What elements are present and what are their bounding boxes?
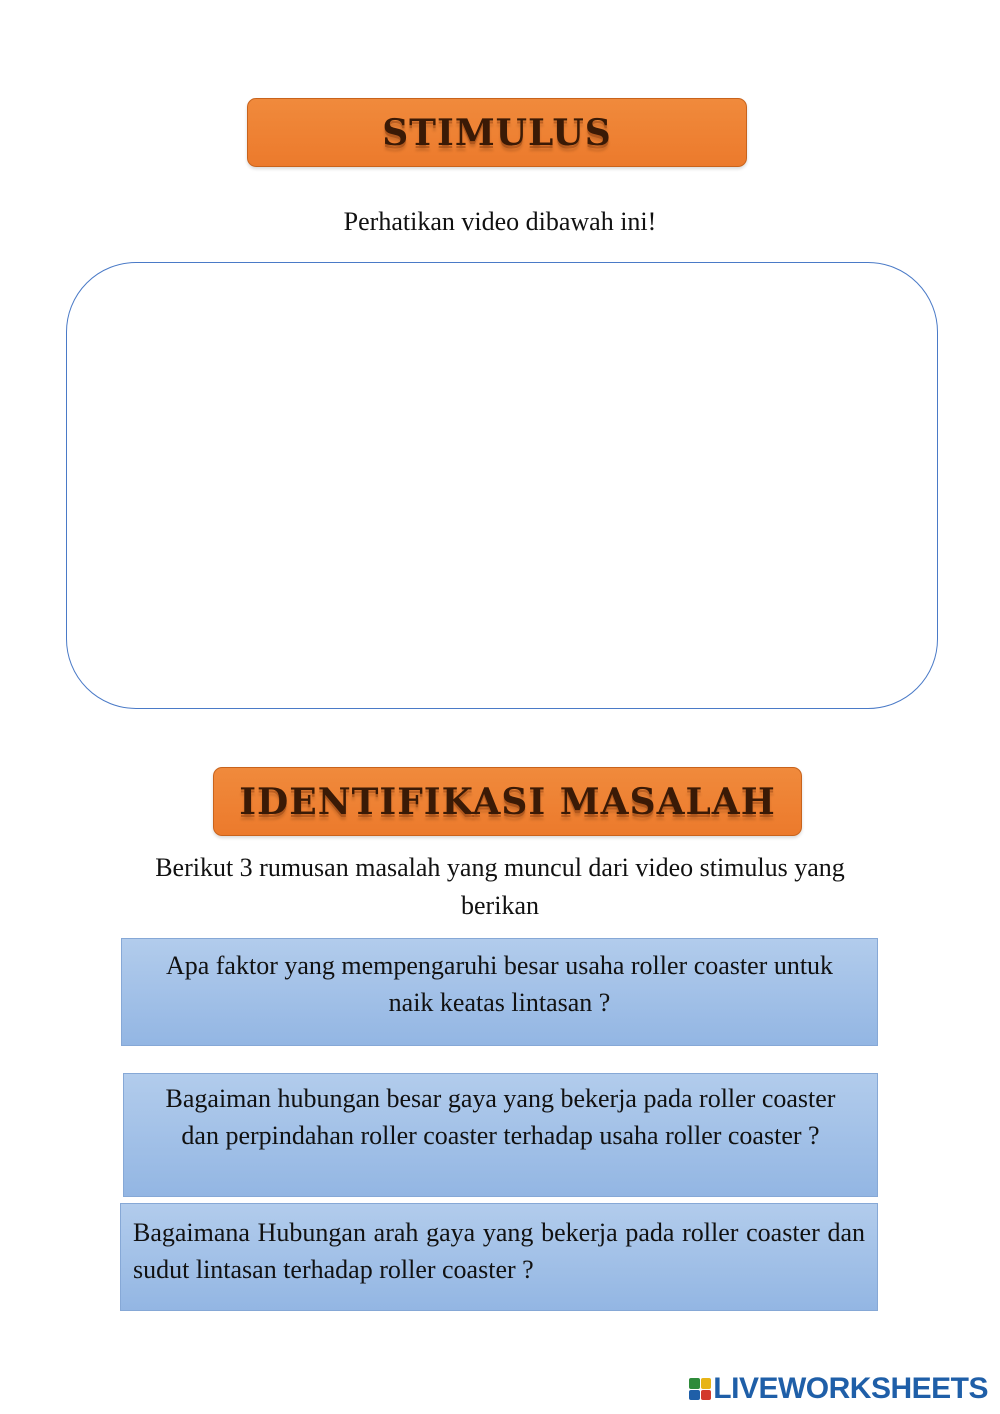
liveworksheets-logo [689,1372,988,1406]
stimulus-heading: STIMULUS [382,111,612,154]
identifikasi-heading-banner [213,767,802,836]
logo-square-yellow [701,1378,712,1389]
video-placeholder[interactable] [66,262,938,709]
logo-square-blue [689,1390,700,1401]
problem-question-2: Bagaiman hubungan besar gaya yang bekerja pada roller coaster dan perpindahan roller coaster terhadap usaha roller coaster ? [123,1073,878,1197]
liveworksheets-wordmark: LIVEWORKSHEETS [713,1372,988,1405]
identifikasi-heading: IDENTIFIKASI MASALAH [239,780,776,823]
logo-square-green [689,1378,700,1389]
video-instruction: Perhatikan video dibawah ini! [343,207,657,236]
stimulus-heading-banner [247,98,747,167]
problem-question-1: Apa faktor yang mempengaruhi besar usaha roller coaster untuk naik keatas lintasan ? [121,938,878,1046]
problem-question-3: Bagaimana Hubungan arah gaya yang bekerja pada roller coaster dan sudut lintasan terhadap roller coaster ? [120,1203,878,1311]
liveworksheets-logo-icon [689,1378,711,1400]
problem-intro: Berikut 3 rumusan masalah yang muncul dari video stimulus yang berikan [155,853,845,920]
logo-square-red [701,1390,712,1401]
